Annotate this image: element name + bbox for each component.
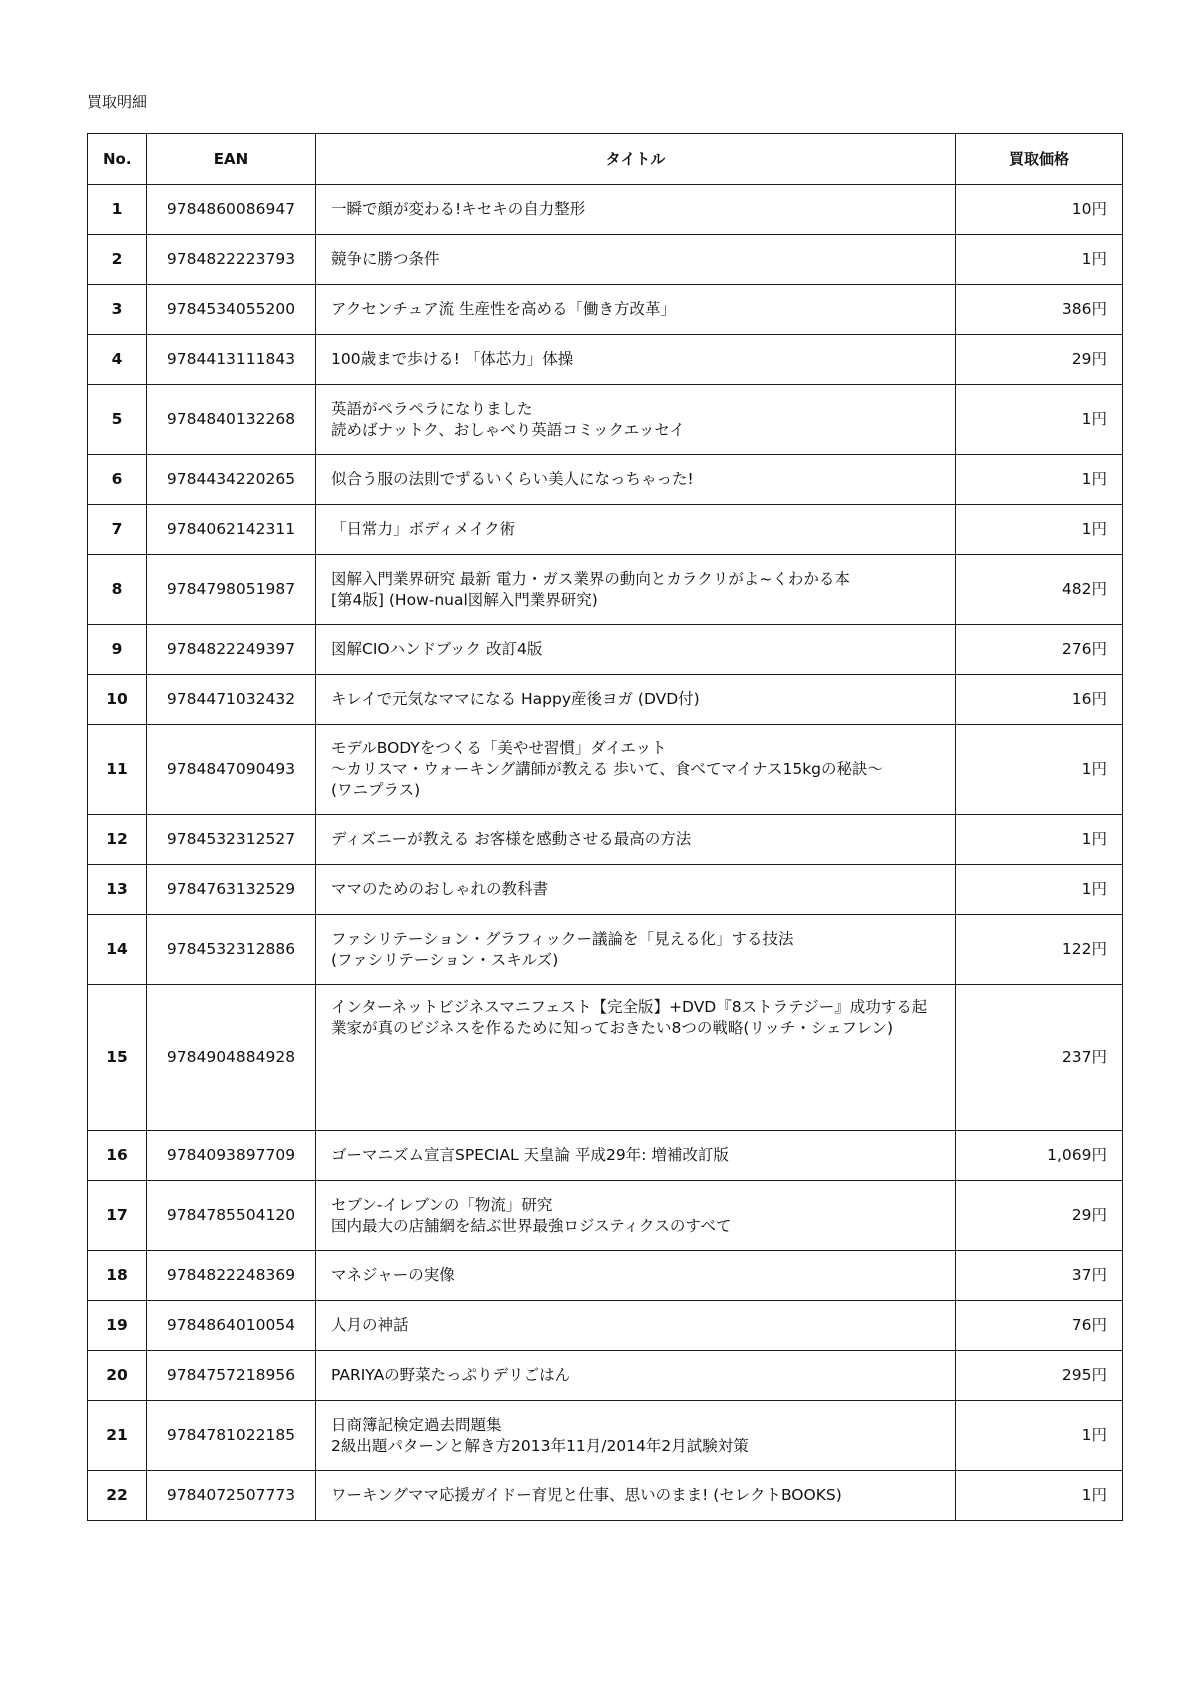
row-title — [316, 915, 956, 985]
table-row — [88, 1131, 1123, 1181]
title-line: 競争に勝つ条件 — [331, 250, 440, 268]
row-ean: 9784532312527 — [147, 815, 316, 865]
row-price: 1,069円 — [956, 1131, 1123, 1181]
row-title — [316, 675, 956, 725]
header-ean: EAN — [147, 134, 316, 185]
row-price: 122円 — [956, 915, 1123, 985]
title-line: 2級出題パターンと解き方2013年11月/2014年2月試験対策 — [331, 1436, 749, 1455]
row-no: 19 — [88, 1301, 147, 1351]
title-line: ワーキングママ応援ガイドー育児と仕事、思いのまま! (セレクトBOOKS) — [331, 1486, 842, 1504]
table-row — [88, 1301, 1123, 1351]
row-title — [316, 555, 956, 625]
title-line: 英語がペラペラになりました — [331, 399, 533, 418]
row-title — [316, 455, 956, 505]
row-price: 76円 — [956, 1301, 1123, 1351]
title-line: 国内最大の店舗網を結ぶ世界最強ロジスティクスのすべて — [331, 1216, 732, 1235]
row-ean: 9784763132529 — [147, 865, 316, 915]
row-title — [316, 385, 956, 455]
row-title — [316, 335, 956, 385]
row-no: 21 — [88, 1401, 147, 1471]
row-title — [316, 865, 956, 915]
row-price: 16円 — [956, 675, 1123, 725]
title-line: (ワニプラス) — [331, 781, 421, 799]
row-no: 8 — [88, 555, 147, 625]
row-ean: 9784864010054 — [147, 1301, 316, 1351]
table-header-row — [88, 134, 1123, 185]
row-price: 1円 — [956, 1471, 1123, 1521]
title-line: [第4版] (How-nual図解入門業界研究) — [331, 590, 598, 609]
row-ean: 9784062142311 — [147, 505, 316, 555]
row-ean: 9784840132268 — [147, 385, 316, 455]
row-ean: 9784434220265 — [147, 455, 316, 505]
row-ean: 9784471032432 — [147, 675, 316, 725]
row-ean: 9784798051987 — [147, 555, 316, 625]
title-line: 100歳まで歩ける! 「体芯力」体操 — [331, 350, 574, 368]
row-no: 22 — [88, 1471, 147, 1521]
title-line: ディズニーが教える お客様を感動させる最高の方法 — [331, 830, 692, 848]
row-ean: 9784072507773 — [147, 1471, 316, 1521]
table-row — [88, 555, 1123, 625]
title-line: ゴーマニズム宣言SPECIAL 天皇論 平成29年: 増補改訂版 — [331, 1146, 729, 1164]
row-title — [316, 185, 956, 235]
row-price: 29円 — [956, 1181, 1123, 1251]
row-no: 4 — [88, 335, 147, 385]
row-title — [316, 1301, 956, 1351]
row-price: 295円 — [956, 1351, 1123, 1401]
row-no: 13 — [88, 865, 147, 915]
row-no: 15 — [88, 985, 147, 1131]
table-row — [88, 675, 1123, 725]
title-line: 「日常力」ボディメイク術 — [331, 520, 516, 538]
row-ean: 9784413111843 — [147, 335, 316, 385]
row-no: 18 — [88, 1251, 147, 1301]
table-row — [88, 985, 1123, 1131]
table-row — [88, 1471, 1123, 1521]
row-price: 276円 — [956, 625, 1123, 675]
row-price: 10円 — [956, 185, 1123, 235]
row-ean: 9784822248369 — [147, 1251, 316, 1301]
row-no: 11 — [88, 725, 147, 815]
row-no: 6 — [88, 455, 147, 505]
table-row — [88, 335, 1123, 385]
row-no: 5 — [88, 385, 147, 455]
table-row — [88, 725, 1123, 815]
row-price: 482円 — [956, 555, 1123, 625]
row-price: 1円 — [956, 865, 1123, 915]
table-row — [88, 1401, 1123, 1471]
title-line: PARIYAの野菜たっぷりデリごはん — [331, 1366, 571, 1384]
row-no: 10 — [88, 675, 147, 725]
row-no: 2 — [88, 235, 147, 285]
row-price: 386円 — [956, 285, 1123, 335]
title-line: 人月の神話 — [331, 1316, 409, 1334]
title-line: モデルBODYをつくる「美やせ習慣」ダイエット — [331, 739, 667, 757]
row-no: 14 — [88, 915, 147, 985]
row-title — [316, 725, 956, 815]
row-ean: 9784847090493 — [147, 725, 316, 815]
row-no: 16 — [88, 1131, 147, 1181]
title-line: キレイで元気なママになる Happy産後ヨガ (DVD付) — [331, 690, 700, 708]
row-title — [316, 815, 956, 865]
row-title — [316, 1181, 956, 1251]
row-title — [316, 235, 956, 285]
table-row — [88, 1251, 1123, 1301]
row-no: 1 — [88, 185, 147, 235]
row-title — [316, 1351, 956, 1401]
table-body — [88, 185, 1123, 1521]
row-ean: 9784785504120 — [147, 1181, 316, 1251]
row-no: 20 — [88, 1351, 147, 1401]
title-line: セブン-イレブンの「物流」研究 — [331, 1195, 553, 1214]
table-row — [88, 865, 1123, 915]
row-price: 1円 — [956, 455, 1123, 505]
row-no: 17 — [88, 1181, 147, 1251]
title-line: アクセンチュア流 生産性を高める「働き方改革」 — [331, 300, 676, 318]
row-price: 29円 — [956, 335, 1123, 385]
row-ean: 9784822249397 — [147, 625, 316, 675]
table-row — [88, 915, 1123, 985]
title-line: 図解CIOハンドブック 改訂4版 — [331, 640, 543, 658]
header-title: タイトル — [316, 134, 956, 185]
purchase-detail-table — [87, 133, 1123, 1521]
title-line: 日商簿記検定過去問題集 — [331, 1415, 502, 1434]
row-price: 1円 — [956, 505, 1123, 555]
title-line: 読めばナットク、おしゃべり英語コミックエッセイ — [331, 420, 685, 439]
row-title — [316, 285, 956, 335]
row-no: 7 — [88, 505, 147, 555]
row-no: 3 — [88, 285, 147, 335]
document-title: 買取明細 — [87, 93, 148, 111]
row-ean: 9784822223793 — [147, 235, 316, 285]
table-row — [88, 625, 1123, 675]
row-title — [316, 1401, 956, 1471]
title-line: 一瞬で顔が変わる!キセキの自力整形 — [331, 200, 586, 218]
header-no: No. — [88, 134, 147, 185]
table-row — [88, 815, 1123, 865]
table-row — [88, 185, 1123, 235]
row-ean: 9784781022185 — [147, 1401, 316, 1471]
row-price: 237円 — [956, 985, 1123, 1131]
title-line: ファシリテーション・グラフィックー議論を「見える化」する技法 — [331, 929, 794, 948]
title-line: 図解入門業界研究 最新 電力・ガス業界の動向とカラクリがよ~くわかる本 — [331, 569, 850, 588]
row-title — [316, 1471, 956, 1521]
row-no: 12 — [88, 815, 147, 865]
row-price: 37円 — [956, 1251, 1123, 1301]
table-row — [88, 235, 1123, 285]
row-ean: 9784093897709 — [147, 1131, 316, 1181]
title-line: ママのためのおしゃれの教科書 — [331, 880, 549, 898]
row-title — [316, 1251, 956, 1301]
table-row — [88, 1351, 1123, 1401]
row-price: 1円 — [956, 1401, 1123, 1471]
row-title — [316, 985, 956, 1131]
title-line: インターネットビジネスマニフェスト【完全版】+DVD『8ストラテジー』成功する起業家が真のビジネスを作るために知っておきたい8つの戦略(リッチ・シェフレン) — [331, 998, 928, 1037]
title-line: 〜カリスマ・ウォーキング講師が教える 歩いて、食べてマイナス15kgの秘訣〜 — [331, 760, 884, 778]
row-title — [316, 1131, 956, 1181]
title-line: (ファシリテーション・スキルズ) — [331, 950, 559, 969]
title-line: マネジャーの実像 — [331, 1266, 455, 1284]
table-row — [88, 1181, 1123, 1251]
row-ean: 9784534055200 — [147, 285, 316, 335]
row-ean: 9784532312886 — [147, 915, 316, 985]
row-ean: 9784860086947 — [147, 185, 316, 235]
row-price: 1円 — [956, 385, 1123, 455]
row-price: 1円 — [956, 235, 1123, 285]
table-row — [88, 385, 1123, 455]
table-row — [88, 505, 1123, 555]
title-line: 似合う服の法則でずるいくらい美人になっちゃった! — [331, 470, 694, 488]
row-no: 9 — [88, 625, 147, 675]
table-row — [88, 285, 1123, 335]
row-ean: 9784904884928 — [147, 985, 316, 1131]
table-row — [88, 455, 1123, 505]
row-price: 1円 — [956, 725, 1123, 815]
row-title — [316, 505, 956, 555]
row-price: 1円 — [956, 815, 1123, 865]
row-ean: 9784757218956 — [147, 1351, 316, 1401]
header-price: 買取価格 — [956, 134, 1123, 185]
row-title — [316, 625, 956, 675]
